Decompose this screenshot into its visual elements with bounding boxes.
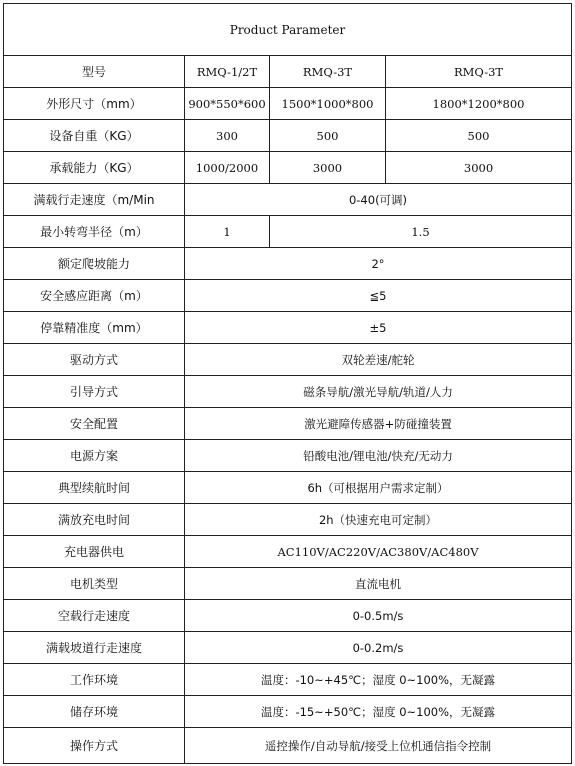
model-3: RMQ-3T (386, 56, 572, 88)
work-env-label: 工作环境 (4, 664, 185, 696)
charger-row (4, 536, 572, 568)
parking-accuracy-value: ±5 (185, 312, 572, 344)
model-label: 型号 (4, 56, 185, 88)
empty-speed-label: 空载行走速度 (4, 600, 185, 632)
safety-distance-value: ≦5 (185, 280, 572, 312)
climb-label: 额定爬坡能力 (4, 248, 185, 280)
parking-accuracy-row (4, 312, 572, 344)
operation-label: 操作方式 (4, 728, 185, 764)
power-row (4, 440, 572, 472)
charge-time-row (4, 504, 572, 536)
weight-row (4, 120, 572, 152)
operation-row (4, 728, 572, 764)
charger-label: 充电器供电 (4, 536, 185, 568)
power-label: 电源方案 (4, 440, 185, 472)
safety-config-row (4, 408, 572, 440)
work-env-row (4, 664, 572, 696)
slope-speed-row (4, 632, 572, 664)
table-title: Product Parameter (4, 4, 572, 56)
endurance-value: 6h（可根据用户需求定制） (185, 472, 572, 504)
motor-row (4, 568, 572, 600)
model-2: RMQ-3T (270, 56, 386, 88)
charge-time-value: 2h（快速充电可定制） (185, 504, 572, 536)
dimensions-value-2: 1500*1000*800 (270, 88, 386, 120)
empty-speed-row (4, 600, 572, 632)
capacity-label: 承载能力（KG） (4, 152, 185, 184)
slope-speed-label: 满载坡道行走速度 (4, 632, 185, 664)
parking-accuracy-label: 停靠精准度（mm） (4, 312, 185, 344)
safety-distance-row (4, 280, 572, 312)
dimensions-row (4, 88, 572, 120)
power-value: 铅酸电池/锂电池/快充/无动力 (185, 440, 572, 472)
dimensions-value-1: 900*550*600 (185, 88, 270, 120)
model-row (4, 56, 572, 88)
safety-distance-label: 安全感应距离（m） (4, 280, 185, 312)
motor-label: 电机类型 (4, 568, 185, 600)
drive-mode-value: 双轮差速/舵轮 (185, 344, 572, 376)
climb-row (4, 248, 572, 280)
slope-speed-value: 0-0.2m/s (185, 632, 572, 664)
storage-env-row (4, 696, 572, 728)
safety-config-value: 激光避障传感器+防碰撞装置 (185, 408, 572, 440)
dimensions-label: 外形尺寸（mm） (4, 88, 185, 120)
weight-label: 设备自重（KG） (4, 120, 185, 152)
charge-time-label: 满放充电时间 (4, 504, 185, 536)
climb-value: 2° (185, 248, 572, 280)
operation-value: 遥控操作/自动导航/接受上位机通信指令控制 (185, 728, 572, 764)
model-1: RMQ-1/2T (185, 56, 270, 88)
drive-mode-label: 驱动方式 (4, 344, 185, 376)
title-row (4, 4, 572, 56)
empty-speed-value: 0-0.5m/s (185, 600, 572, 632)
capacity-value-3: 3000 (386, 152, 572, 184)
guidance-row (4, 376, 572, 408)
dimensions-value-3: 1800*1200*800 (386, 88, 572, 120)
turn-radius-row (4, 216, 572, 248)
full-speed-label: 满载行走速度（m/Min (4, 184, 185, 216)
capacity-row (4, 152, 572, 184)
motor-value: 直流电机 (185, 568, 572, 600)
endurance-row (4, 472, 572, 504)
full-speed-value: 0-40(可调) (185, 184, 572, 216)
turn-radius-label: 最小转弯半径（m） (4, 216, 185, 248)
product-parameter-table (3, 3, 572, 764)
safety-config-label: 安全配置 (4, 408, 185, 440)
guidance-label: 引导方式 (4, 376, 185, 408)
storage-env-value: 温度：-15~+50℃；湿度 0~100%，无凝露 (185, 696, 572, 728)
endurance-label: 典型续航时间 (4, 472, 185, 504)
charger-value: AC110V/AC220V/AC380V/AC480V (185, 536, 572, 568)
guidance-value: 磁条导航/激光导航/轨道/人力 (185, 376, 572, 408)
full-speed-row (4, 184, 572, 216)
turn-radius-value-2: 1.5 (270, 216, 572, 248)
capacity-value-1: 1000/2000 (185, 152, 270, 184)
weight-value-2: 500 (270, 120, 386, 152)
drive-mode-row (4, 344, 572, 376)
weight-value-1: 300 (185, 120, 270, 152)
weight-value-3: 500 (386, 120, 572, 152)
capacity-value-2: 3000 (270, 152, 386, 184)
turn-radius-value-1: 1 (185, 216, 270, 248)
storage-env-label: 储存环境 (4, 696, 185, 728)
work-env-value: 温度：-10~+45℃；湿度 0~100%，无凝露 (185, 664, 572, 696)
